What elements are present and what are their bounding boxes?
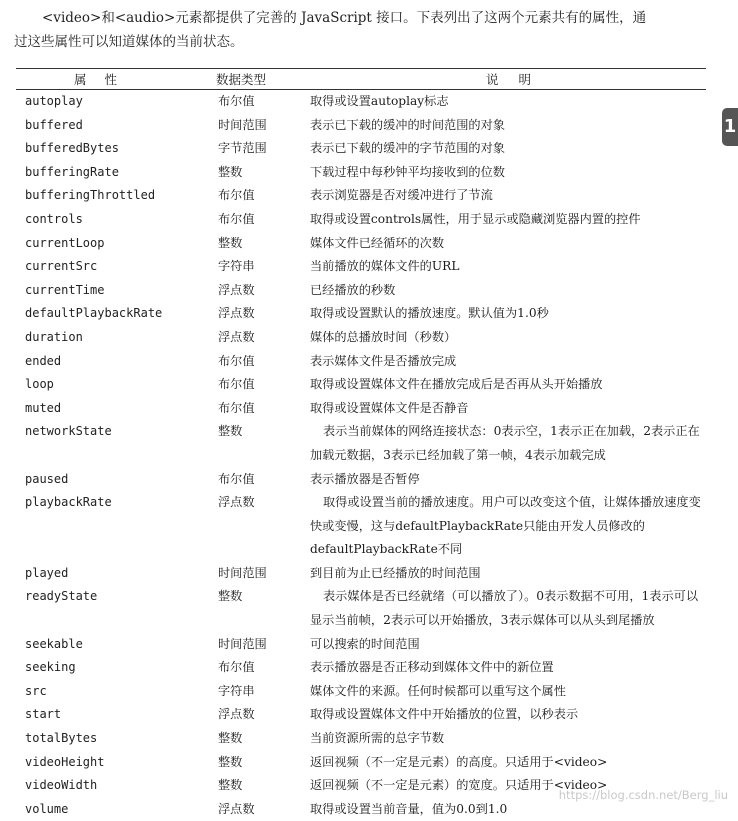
cell-type: 布尔值 — [218, 353, 255, 368]
cell-description: 媒体的总播放时间（秒数） — [310, 329, 457, 344]
cell-property: start — [25, 707, 62, 722]
cell-type: 浮点数 — [218, 801, 255, 816]
cell-type: 整数 — [218, 164, 243, 179]
cell-description: 表示浏览器是否对缓冲进行了节流 — [310, 188, 493, 203]
cell-property: currentSrc — [25, 259, 98, 274]
table-row — [16, 468, 706, 492]
cell-description: 到目前为止已经播放的时间范围 — [310, 565, 481, 580]
cell-description: 表示当前媒体的网络连接状态：0表示空，1表示正在加载，2表示正在加载元数据，3表示已经加载了第一帧，4表示加载完成 — [310, 424, 700, 462]
cell-description: 表示媒体是否已经就绪（可以播放了）。0表示数据不可用，1表示可以显示当前帧，2表示可以开始播放，3表示媒体可以从头到尾播放 — [310, 589, 699, 628]
cell-description: 返回视频（不一定是元素）的高度。只适用于<video> — [310, 754, 608, 769]
table-row — [16, 373, 706, 397]
cell-type: 浮点数 — [218, 495, 255, 510]
cell-property: muted — [25, 400, 62, 415]
page-tab[interactable]: 1 — [722, 108, 738, 146]
cell-type: 整数 — [218, 778, 243, 793]
table-row — [16, 350, 706, 374]
cell-type: 字符串 — [218, 683, 255, 698]
cell-type: 整数 — [218, 589, 243, 604]
table-row — [16, 137, 706, 161]
table-row — [16, 255, 706, 279]
header-type: 数据类型 — [216, 72, 267, 87]
intro-line-2: 过这些属性可以知道媒体的当前状态。 — [14, 34, 244, 50]
cell-type: 布尔值 — [218, 471, 255, 486]
table-header — [16, 70, 706, 89]
cell-description: 取得或设置媒体文件中开始播放的位置，以秒表示 — [310, 707, 579, 722]
table-body — [16, 90, 706, 821]
cell-property: seekable — [25, 636, 83, 651]
cell-description: 当前资源所需的总字节数 — [310, 731, 445, 746]
cell-description: 表示已下载的缓冲的时间范围的对象 — [310, 117, 505, 132]
cell-property: readyState — [25, 589, 98, 604]
cell-type: 整数 — [218, 731, 243, 746]
cell-property: bufferingRate — [25, 164, 119, 179]
cell-description: 取得或设置当前音量，值为0.0到1.0 — [310, 801, 508, 816]
header-property: 属性 — [74, 72, 136, 87]
cell-description: 表示播放器是否暂停 — [310, 471, 420, 486]
cell-property: currentTime — [25, 282, 105, 297]
cell-type: 布尔值 — [218, 377, 255, 392]
cell-description: 媒体文件的来源。任何时候都可以重写这个属性 — [310, 683, 566, 698]
cell-type: 浮点数 — [218, 306, 255, 321]
cell-type: 整数 — [218, 235, 243, 250]
cell-description: 媒体文件已经循环的次数 — [310, 235, 445, 250]
cell-property: loop — [25, 377, 54, 392]
table-row — [16, 562, 706, 586]
cell-property: currentLoop — [25, 235, 105, 250]
cell-description: 表示播放器是否正移动到媒体文件中的新位置 — [310, 660, 554, 675]
cell-type: 时间范围 — [218, 636, 267, 651]
cell-property: controls — [25, 211, 83, 226]
cell-type: 布尔值 — [218, 94, 255, 108]
cell-property: videoHeight — [25, 754, 105, 769]
cell-description: 取得或设置autoplay标志 — [310, 94, 449, 108]
cell-property: paused — [25, 471, 69, 486]
cell-property: played — [25, 565, 69, 580]
cell-description: 取得或设置当前的播放速度。用户可以改变这个值，让媒体播放速度变快或变慢，这与defaultPlaybackRate只能由开发人员修改的defaultPlaybackRate不同 — [310, 495, 701, 557]
cell-type: 字节范围 — [218, 141, 267, 156]
cell-description: 当前播放的媒体文件的URL — [310, 259, 460, 274]
table-row — [16, 232, 706, 256]
cell-property: duration — [25, 329, 83, 344]
cell-type: 浮点数 — [218, 707, 255, 722]
cell-property: bufferedBytes — [25, 141, 119, 156]
table-top-rule — [16, 68, 706, 69]
cell-property: buffered — [25, 117, 83, 132]
cell-description: 取得或设置默认的播放速度。默认值为1.0秒 — [310, 306, 549, 321]
table-row — [16, 397, 706, 421]
table-row — [16, 633, 706, 657]
cell-property: ended — [25, 353, 62, 368]
cell-description: 已经播放的秒数 — [310, 282, 396, 297]
cell-property: volume — [25, 801, 69, 816]
cell-type: 布尔值 — [218, 211, 255, 226]
intro-paragraph — [14, 6, 704, 54]
cell-type: 浮点数 — [218, 282, 255, 297]
cell-type: 时间范围 — [218, 565, 267, 580]
table-row — [16, 114, 706, 138]
cell-type: 整数 — [218, 754, 243, 769]
table-row — [16, 656, 706, 680]
cell-property: seeking — [25, 660, 76, 675]
table-row — [16, 727, 706, 751]
cell-property: autoplay — [25, 94, 83, 108]
cell-property: src — [25, 683, 47, 698]
table-row — [16, 208, 706, 232]
cell-description: 表示媒体文件是否播放完成 — [310, 353, 457, 368]
cell-property: defaultPlaybackRate — [25, 306, 163, 321]
cell-description: 下载过程中每秒钟平均接收到的位数 — [310, 164, 505, 179]
cell-type: 布尔值 — [218, 400, 255, 415]
cell-property: networkState — [25, 424, 112, 439]
cell-description: 可以搜索的时间范围 — [310, 636, 420, 651]
cell-description: 取得或设置controls属性，用于显示或隐藏浏览器内置的控件 — [310, 211, 641, 226]
header-description: 说明 — [486, 72, 552, 87]
cell-description: 表示已下载的缓冲的字节范围的对象 — [310, 141, 505, 156]
table-row — [16, 90, 706, 114]
cell-description: 返回视频（不一定是元素）的宽度。只适用于<video> — [310, 778, 608, 793]
watermark: https://blog.csdn.net/Berg_liu — [558, 788, 728, 802]
table-row — [16, 491, 706, 562]
table-row — [16, 302, 706, 326]
intro-line-1: <video>和<audio>元素都提供了完善的 JavaScript 接口。下表列出了这两个元素共有的属性，通 — [42, 10, 647, 26]
cell-property: totalBytes — [25, 731, 98, 746]
cell-type: 字符串 — [218, 259, 255, 274]
cell-property: videoWidth — [25, 778, 98, 793]
table-row — [16, 279, 706, 303]
cell-type: 整数 — [218, 424, 243, 439]
cell-type: 布尔值 — [218, 188, 255, 203]
table-row — [16, 161, 706, 185]
table-row — [16, 420, 706, 467]
table-row — [16, 751, 706, 775]
cell-property: playbackRate — [25, 495, 112, 510]
cell-type: 布尔值 — [218, 660, 255, 675]
cell-property: bufferingThrottled — [25, 188, 156, 203]
table-row — [16, 326, 706, 350]
cell-type: 时间范围 — [218, 117, 267, 132]
table-row — [16, 680, 706, 704]
cell-type: 浮点数 — [218, 329, 255, 344]
table-row — [16, 585, 706, 632]
cell-description: 取得或设置媒体文件是否静音 — [310, 400, 469, 415]
cell-description: 取得或设置媒体文件在播放完成后是否再从头开始播放 — [310, 377, 603, 392]
table-row — [16, 703, 706, 727]
table-row — [16, 184, 706, 208]
